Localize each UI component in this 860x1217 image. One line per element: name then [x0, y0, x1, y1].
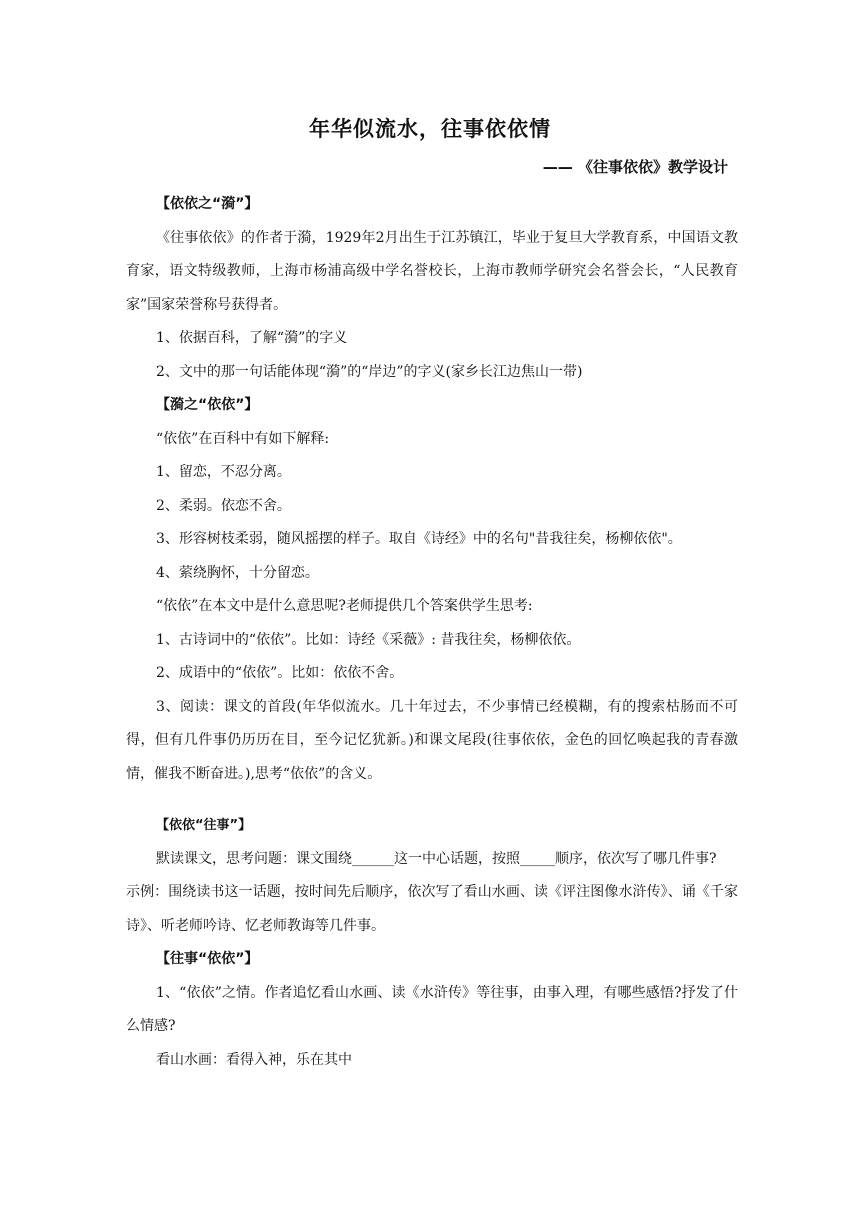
list-item: 2、柔弱。依恋不舍。 — [156, 497, 291, 514]
paragraph: 看山水画：看得入神，乐在其中 — [156, 1051, 352, 1068]
section-heading: 【漪之“依依”】 — [156, 397, 259, 413]
section-heading: 【依依之“漪”】 — [156, 196, 259, 212]
paragraph: 示例：围绕读书这一话题，按时间先后顺序，依次写了看山水画、读《评注图像水浒传》、诵《千家诗》、听老师吟诗、忆老师教诲等几件事。 — [126, 884, 738, 934]
document-body — [126, 188, 738, 1077]
document-title: 年华似流水，往事依依情 — [309, 117, 551, 141]
list-item: 3、阅读：课文的首段(年华似流水。几十年过去，不少事情已经模糊，有的搜索枯肠而不可得，但有几件事仍历历在目，至今记忆犹新。)和课文尾段(往事依依，金色的回忆唤起我的青春激情，催我不断奋进。),思考“依依”的含义。 — [126, 698, 738, 782]
list-item: 1、留恋，不忍分离。 — [156, 464, 291, 480]
paragraph: 《往事依依》的作者于漪，1929年2月出生于江苏镇江，毕业于复旦大学教育系，中国语文教育家，语文特级教师，上海市杨浦高级中学名誉校长，上海市教师学研究会名誉会长，“人民教育家”国家荣誉称号获得者。 — [126, 229, 738, 313]
paragraph: 1、“依依”之情。作者追忆看山水画、读《水浒传》等往事，由事入理，有哪些感悟?抒发了什么情感? — [126, 984, 738, 1034]
document-subtitle: —— 《往事依依》教学设计 — [542, 158, 728, 176]
list-item: 2、成语中的“依依”。比如：依依不舍。 — [156, 665, 404, 681]
list-item: 1、依据百科，了解“漪”的字义 — [156, 330, 348, 346]
section-heading: 【依依“往事”】 — [156, 818, 252, 833]
spacer — [126, 791, 738, 809]
section-heading: 【往事“依依”】 — [156, 951, 259, 967]
list-item: 4、萦绕胸怀，十分留恋。 — [156, 564, 319, 581]
list-item: 1、古诗词中的“依依”。比如：诗经《采薇》: 昔我往矣，杨柳依依。 — [156, 631, 581, 648]
paragraph: “依依”在本文中是什么意思呢?老师提供几个答案供学生思考: — [156, 598, 533, 614]
paragraph: “依依”在百科中有如下解释: — [156, 430, 330, 447]
list-item: 3、形容树枝柔弱，随风摇摆的样子。取自《诗经》中的名句"昔我往矣，杨柳依依"。 — [156, 531, 682, 547]
list-item: 2、文中的那一句话能体现“漪”的“岸边”的字义(家乡长江边焦山一带) — [156, 363, 583, 380]
paragraph: 默读课文，思考问题：课文围绕______这一中心话题，按照_____顺序，依次写了哪几件事? — [156, 850, 717, 867]
